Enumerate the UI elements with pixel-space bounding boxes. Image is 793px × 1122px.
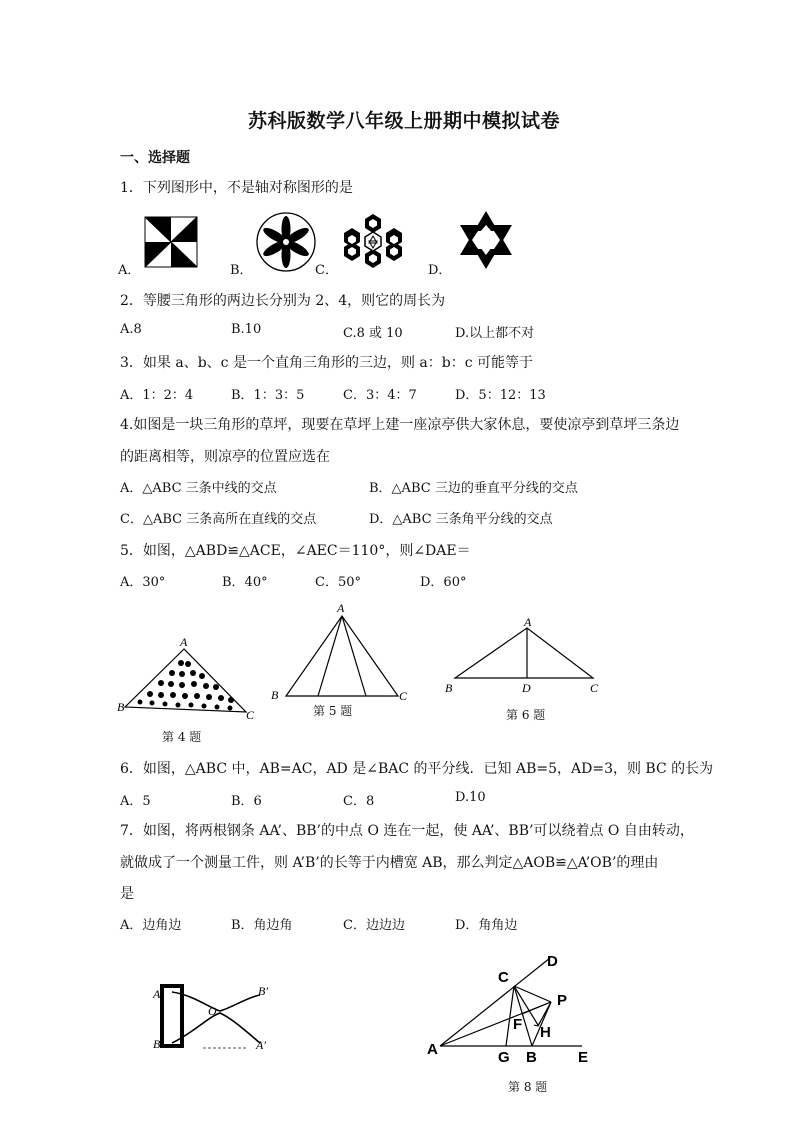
- question-7-line-3: 是: [120, 886, 134, 902]
- fig8-label-a: A: [427, 1041, 438, 1058]
- q3-option-c: C．3：4：7: [343, 388, 417, 403]
- fig8-label-e: E: [578, 1049, 589, 1066]
- fig8-label-d: D: [547, 953, 558, 970]
- fig6-label-a: A: [524, 615, 532, 629]
- q1-option-a-label: A．: [118, 263, 141, 278]
- fig7-label-o: O: [208, 1004, 217, 1018]
- q7-option-a: A．边角边: [120, 918, 182, 933]
- q5-option-d: D．60°: [420, 575, 467, 590]
- figure-6-triangle: [443, 614, 613, 696]
- fig6-label-c: C: [590, 681, 599, 695]
- q6-option-d: D.10: [455, 790, 486, 805]
- q6-option-b: B．6: [231, 794, 262, 809]
- q1-option-d-label: D．: [428, 263, 452, 278]
- q2-option-c: C.8 或 10: [343, 326, 403, 341]
- fig8-label-c: C: [498, 969, 509, 986]
- q4-option-c: C．△ABC 三条高所在直线的交点: [120, 512, 317, 527]
- fig8-label-f: F: [513, 1016, 523, 1033]
- figure-4-lawn-triangle: [116, 635, 261, 725]
- q3-option-b: B．1：3：5: [231, 388, 305, 403]
- question-7-line-1: 7．如图，将两根钢条 AA’、BB’的中点 O 连在一起，使 AA’、BB’可以绕着点 O 自由转动，: [120, 823, 694, 839]
- q6-option-a: A．5: [120, 794, 151, 809]
- q7-option-c: C．边边边: [343, 918, 405, 933]
- q2-option-b: B.10: [231, 322, 262, 337]
- question-4-line-2: 的距离相等，则凉亭的位置应选在: [120, 449, 330, 465]
- q2-option-a: A.8: [120, 322, 142, 337]
- q6-option-c: C．8: [343, 794, 375, 809]
- q7-option-d: D．角角边: [455, 918, 518, 933]
- section-heading: 一、选择题: [120, 150, 190, 166]
- page-title: 苏科版数学八年级上册期中模拟试卷: [248, 110, 561, 132]
- fig4-label-c: C: [246, 708, 255, 722]
- fig6-label-d: D: [522, 681, 531, 695]
- hexagram-figure: [456, 209, 516, 271]
- figure-4-caption: 第 4 题: [162, 730, 202, 744]
- fig4-label-a: A: [180, 635, 188, 649]
- fig7-label-a: A: [153, 987, 161, 1001]
- q2-option-d: D.以上都不对: [455, 326, 535, 341]
- fig8-label-p: P: [557, 992, 568, 1009]
- fig5-label-a: A: [337, 601, 345, 615]
- q5-option-c: C．50°: [315, 575, 361, 590]
- q4-option-b: B．△ABC 三边的垂直平分线的交点: [369, 481, 578, 496]
- q3-option-a: A．1：2：4: [120, 388, 194, 403]
- question-1-stem: 1．下列图形中，不是轴对称图形的是: [120, 180, 353, 196]
- fig8-label-g: G: [498, 1049, 510, 1066]
- figure-7-measuring-tool: [148, 975, 288, 1055]
- figure-6-caption: 第 6 题: [506, 708, 546, 722]
- fig7-label-a-prime: A′: [256, 1038, 266, 1052]
- figure-8-caption: 第 8 题: [508, 1080, 548, 1094]
- pinwheel-figure: [144, 216, 198, 268]
- figure-5-caption: 第 5 题: [313, 704, 353, 718]
- q3-option-d: D．5：12：13: [455, 388, 546, 403]
- question-2-stem: 2．等腰三角形的两边长分别为 2、4，则它的周长为: [120, 293, 446, 309]
- figure-8-geometry: [426, 948, 606, 1066]
- fig5-label-c: C: [399, 689, 408, 703]
- question-3-stem: 3．如果 a、b、c 是一个直角三角形的三边，则 a：b：c 可能等于: [120, 355, 534, 371]
- question-7-line-2: 就做成了一个测量工件，则 A’B’的长等于内槽宽 AB，那么判定△AOB≌△A’OB’的理由: [120, 855, 659, 871]
- fig7-label-b: B: [153, 1037, 161, 1051]
- fig4-label-b: B: [117, 700, 125, 714]
- q1-option-b-label: B．: [230, 263, 253, 278]
- hexagon-ring-figure: [340, 211, 406, 271]
- q4-option-d: D．△ABC 三条角平分线的交点: [369, 512, 553, 527]
- q7-option-b: B．角边角: [231, 918, 293, 933]
- figure-5-triangle: [268, 600, 413, 705]
- question-5-stem: 5．如图，△ABD≌△ACE，∠AEC＝110°，则∠DAE＝: [120, 543, 471, 559]
- fig5-label-b: B: [271, 688, 279, 702]
- fig7-label-b-prime: B′: [258, 984, 268, 998]
- q1-option-c-label: C．: [315, 263, 338, 278]
- flower-circle-figure: [255, 211, 317, 273]
- fig8-label-b: B: [526, 1049, 537, 1066]
- question-6-stem: 6．如图，△ABC 中，AB=AC，AD 是∠BAC 的平分线．已知 AB=5，AD=3，则 BC 的长为: [120, 761, 714, 777]
- question-4-line-1: 4.如图是一块三角形的草坪，现要在草坪上建一座凉亭供大家休息，要使凉亭到草坪三条边: [120, 417, 680, 433]
- q5-option-a: A．30°: [120, 575, 166, 590]
- fig6-label-b: B: [445, 681, 453, 695]
- fig8-label-h: H: [540, 1024, 551, 1041]
- q4-option-a: A．△ABC 三条中线的交点: [120, 481, 277, 496]
- q5-option-b: B．40°: [222, 575, 268, 590]
